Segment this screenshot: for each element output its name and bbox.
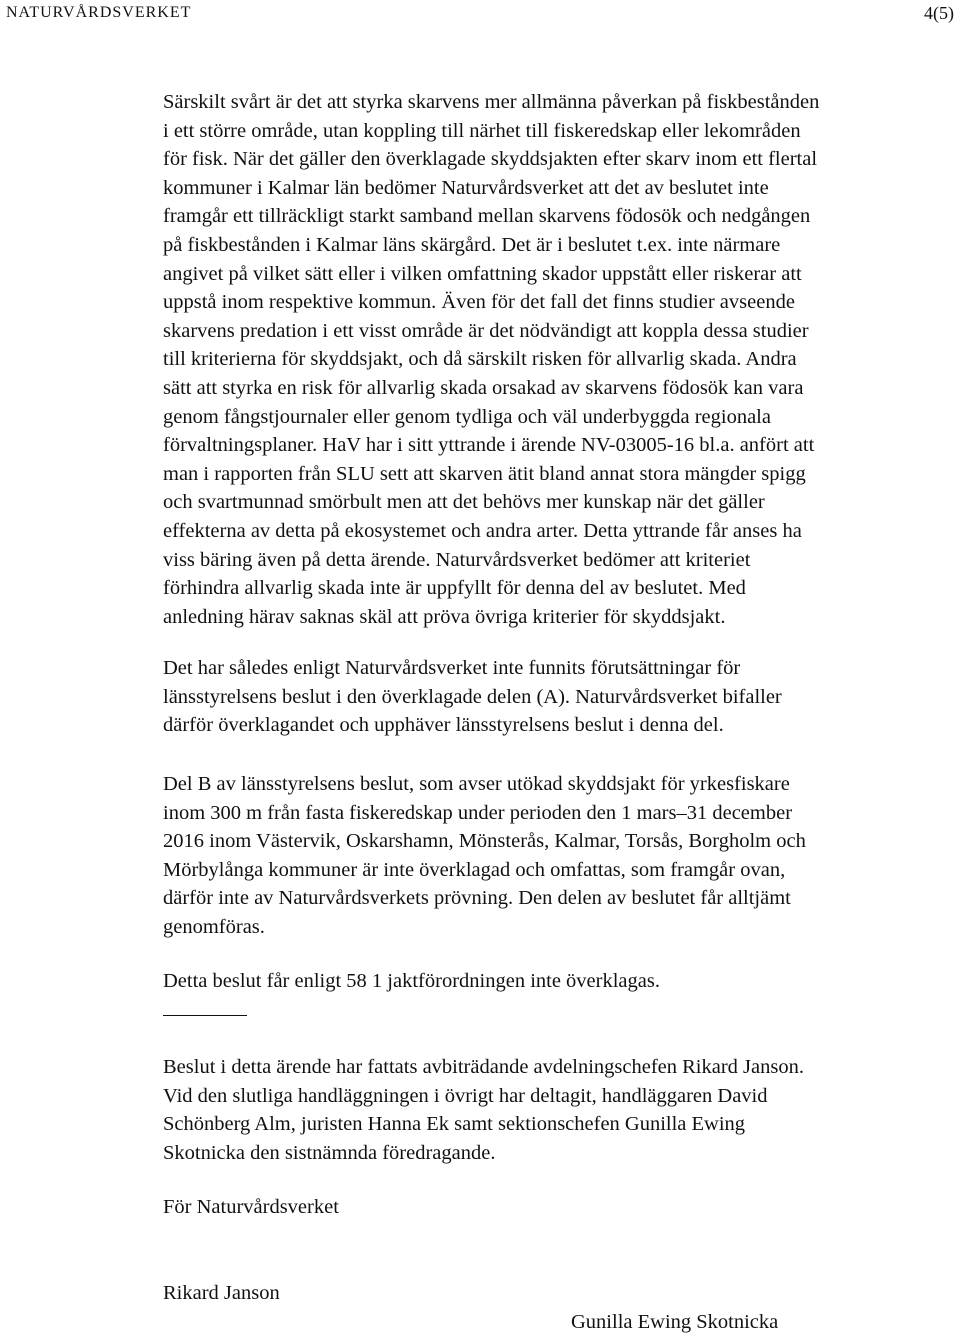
paragraph-assessment <box>163 88 953 631</box>
text-line: och svartmunnad smörbult men att det behövs mer kunskap när det gäller <box>163 491 765 514</box>
signoff <box>163 1193 953 1222</box>
text-line: länsstyrelsens beslut i den överklagade delen (A). Naturvårdsverket bifaller <box>163 685 782 708</box>
text-line: anledning härav saknas skäl att pröva övriga kriterier för skyddsjakt. <box>163 605 726 628</box>
text-line: därför inte av Naturvårdsverkets prövning. Den delen av beslutet får alltjämt <box>163 887 791 910</box>
text-line: på fiskbestånden i Kalmar läns skärgård. Det är i beslutet t.ex. inte närmare <box>163 233 781 256</box>
text-line: effekterna av detta på ekosystemet och andra arter. Detta yttrande får anses ha <box>163 519 802 542</box>
signatory-1 <box>163 1279 953 1308</box>
text-line: kommuner i Kalmar län bedömer Naturvårdsverket att det av beslutet inte <box>163 176 769 199</box>
text-line: inom 300 m från fasta fiskeredskap under perioden den 1 mars–31 december <box>163 801 793 824</box>
text-line: Schönberg Alm, juristen Hanna Ek samt sektionschefen Gunilla Ewing <box>163 1113 746 1136</box>
signatory-name: Gunilla Ewing Skotnicka <box>571 1311 779 1333</box>
text-line: för fisk. När det gäller den överklagade skyddsjakten efter skarv inom ett flertal <box>163 148 818 171</box>
text-line: Det har således enligt Naturvårdsverket inte funnits förutsättningar för <box>163 657 741 679</box>
text-line: Skotnicka den sistnämnda föredragande. <box>163 1141 496 1164</box>
text-line: uppstå inom respektive kommun. Även för det fall det finns studier avseende <box>163 291 795 314</box>
signatory-2 <box>571 1308 960 1337</box>
text-line: förvaltningsplaner. HaV har i sitt yttrande i ärende NV-03005-16 bl.a. anfört att <box>163 434 815 457</box>
text-line: angivet på vilket sätt eller i vilken omfattning skador uppstått eller riskerar att <box>163 262 802 285</box>
text-line: Beslut i detta ärende har fattats avbiträdande avdelningschefen Rikard Janson. <box>163 1056 804 1078</box>
text-line: genom fångstjournaler eller genom tydliga och väl underbyggda regionala <box>163 405 771 428</box>
page-header <box>0 0 960 30</box>
text-line: skarvens predation i ett visst område är det nödvändigt att koppla dessa studier <box>163 319 809 342</box>
text-line: därför överklagandet och upphäver länsstyrelsens beslut i denna del. <box>163 714 724 737</box>
text-line: förhindra allvarlig skada inte är uppfyllt för denna del av beslutet. Med <box>163 577 746 600</box>
separator-line <box>163 1015 247 1016</box>
page-number: 4(5) <box>924 3 954 23</box>
text-line: genomföras. <box>163 915 265 938</box>
text-line: Detta beslut får enligt 58 1 jaktförordningen inte överklagas. <box>163 970 660 992</box>
paragraph-part-b <box>163 770 953 942</box>
text-line: sätt att styrka en risk för allvarlig skada orsakad av skarvens födosök kan vara <box>163 376 804 399</box>
text-line: i ett större område, utan koppling till närhet till fiskeredskap eller lekområden <box>163 119 801 142</box>
paragraph-decision-makers <box>163 1053 953 1167</box>
paragraph-conclusion <box>163 654 953 740</box>
text-line: man i rapporten från SLU sett att skarven ätit bland annat stora mängder spigg <box>163 462 806 485</box>
text-line: viss bäring även på detta ärende. Naturvårdsverket bedömer att kriteriet <box>163 548 751 571</box>
organization-name: NATURVÅRDSVERKET <box>6 4 192 21</box>
signoff-text: För Naturvårdsverket <box>163 1196 339 1218</box>
paragraph-appeal-notice <box>163 967 953 996</box>
signatory-name: Rikard Janson <box>163 1282 280 1304</box>
text-line: Särskilt svårt är det att styrka skarvens mer allmänna påverkan på fiskbestånden <box>163 91 820 113</box>
text-line: Vid den slutliga handläggningen i övrigt har deltagit, handläggaren David <box>163 1084 768 1107</box>
text-line: Mörbylånga kommuner är inte överklagad och omfattas, som framgår ovan, <box>163 858 786 881</box>
text-line: 2016 inom Västervik, Oskarshamn, Mönsterås, Kalmar, Torsås, Borgholm och <box>163 830 806 853</box>
text-line: Del B av länsstyrelsens beslut, som avser utökad skyddsjakt för yrkesfiskare <box>163 773 790 795</box>
text-line: framgår ett tillräckligt starkt samband mellan skarvens födosök och nedgången <box>163 205 811 228</box>
text-line: till kriterierna för skyddsjakt, och då särskilt risken för allvarlig skada. Andra <box>163 348 797 371</box>
